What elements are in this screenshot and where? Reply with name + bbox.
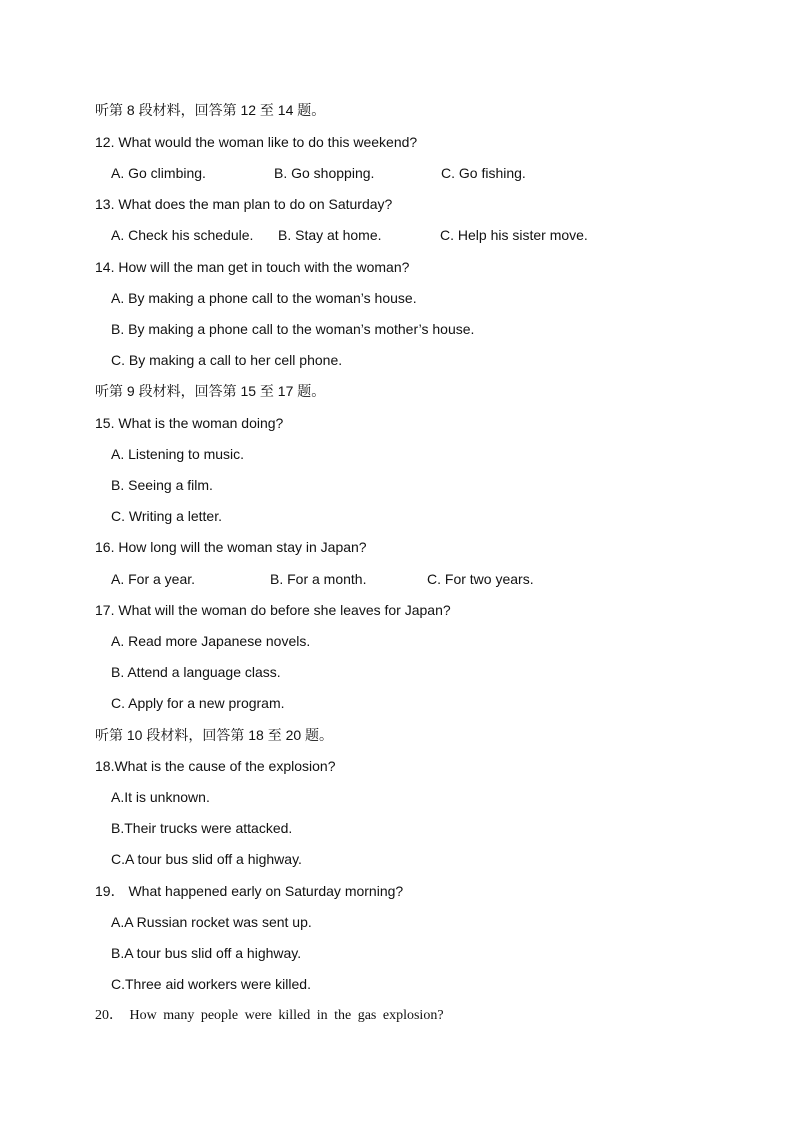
- option-15b: B. Seeing a film.: [111, 477, 213, 493]
- option-17c: C. Apply for a new program.: [111, 695, 285, 711]
- option-14a: A. By making a phone call to the woman’s house.: [111, 290, 417, 306]
- section-header-8: 听第 8 段材料，回答第 12 至 14 题。: [95, 102, 326, 118]
- question-13: 13. What does the man plan to do on Saturday?: [95, 196, 393, 212]
- option-15c: C. Writing a letter.: [111, 508, 223, 524]
- option-18c: C.A tour bus slid off a highway.: [111, 851, 302, 867]
- option-13b: B. Stay at home.: [278, 227, 382, 243]
- option-16c: C. For two years.: [427, 571, 534, 587]
- question-20: 20． How many people were killed in the gas explosion?: [95, 1008, 444, 1023]
- question-19: 19． What happened early on Saturday morning?: [95, 883, 404, 899]
- option-12c: C. Go fishing.: [441, 165, 526, 181]
- option-12b: B. Go shopping.: [274, 165, 375, 181]
- option-13c: C. Help his sister move.: [440, 227, 588, 243]
- question-18: 18.What is the cause of the explosion?: [95, 758, 336, 774]
- option-19c: C.Three aid workers were killed.: [111, 976, 311, 992]
- option-18a: A.It is unknown.: [111, 789, 210, 805]
- question-15: 15. What is the woman doing?: [95, 415, 284, 431]
- option-19a: A.A Russian rocket was sent up.: [111, 914, 312, 930]
- option-15a: A. Listening to music.: [111, 446, 245, 462]
- option-17b: B. Attend a language class.: [111, 664, 281, 680]
- section-header-10: 听第 10 段材料，回答第 18 至 20 题。: [95, 727, 334, 743]
- option-19b: B.A tour bus slid off a highway.: [111, 945, 302, 961]
- option-16b: B. For a month.: [270, 571, 367, 587]
- question-14: 14. How will the man get in touch with the woman?: [95, 259, 410, 275]
- option-17a: A. Read more Japanese novels.: [111, 633, 311, 649]
- option-18b: B.Their trucks were attacked.: [111, 820, 293, 836]
- option-13a: A. Check his schedule.: [111, 227, 254, 243]
- question-12: 12. What would the woman like to do this weekend?: [95, 134, 418, 150]
- option-16a: A. For a year.: [111, 571, 196, 587]
- section-header-9: 听第 9 段材料，回答第 15 至 17 题。: [95, 383, 326, 399]
- option-14b: B. By making a phone call to the woman’s mother’s house.: [111, 321, 475, 337]
- option-14c: C. By making a call to her cell phone.: [111, 352, 343, 368]
- option-12a: A. Go climbing.: [111, 165, 206, 181]
- question-17: 17. What will the woman do before she leaves for Japan?: [95, 602, 451, 618]
- question-16: 16. How long will the woman stay in Japan?: [95, 539, 367, 555]
